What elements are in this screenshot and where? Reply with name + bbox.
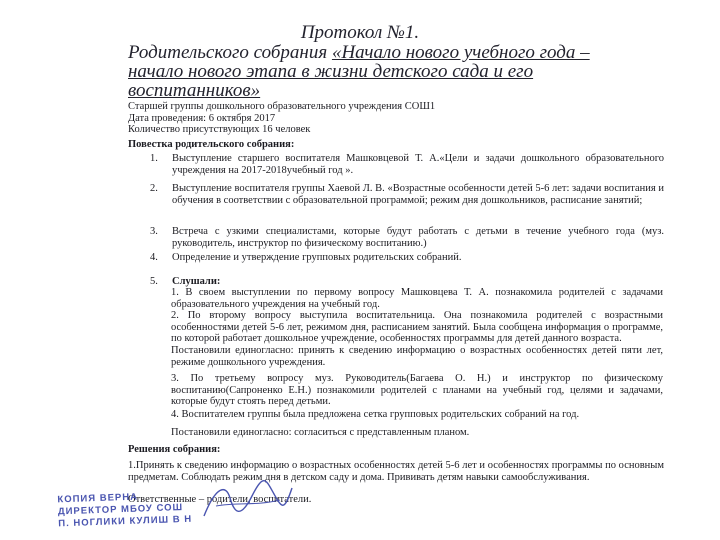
- meeting-title: [128, 43, 648, 100]
- heard-paragraph: Постановили единогласно: согласиться с представленным планом.: [171, 427, 470, 438]
- decision-item: 1.Принять к сведению информацию о возрастных особенностях детей 5-6 лет и особенностях программы по основным предметам. Соблюдать режим дня в детском саду и дома. Прививать детям навыки самообслуживания.: [128, 460, 664, 483]
- heard-paragraph: 3. По третьему вопросу муз. Руководитель(Багаева О. Н.) и инструктор по физическому воспитанию(Сапроненко Е.Н.) познакомили родителей с планами на учебный год, целями и задачами, которые будут стоять перед детьми.: [171, 373, 663, 407]
- decisions-heading: Решения собрания:: [128, 444, 221, 455]
- meeting-meta: [128, 101, 648, 136]
- meta-date: Дата проведения: 6 октября 2017: [128, 112, 276, 124]
- heard-section: [128, 276, 664, 288]
- meta-attendance: Количество присутствующих 16 человек: [128, 124, 311, 135]
- heard-number: 5.: [150, 276, 158, 287]
- protocol-title: Протокол №1.: [300, 22, 420, 43]
- decision-responsible: Ответственные – родители, воспитатели.: [128, 494, 312, 505]
- agenda-item-number: 2.: [150, 183, 158, 194]
- signature: [196, 476, 296, 526]
- heard-paragraph: 4. Воспитателем группы была предложена сетка групповых родительских собраний на год.: [171, 409, 580, 420]
- agenda-heading: Повестка родительского собрания:: [128, 139, 295, 150]
- heard-label: Слушали:: [172, 276, 221, 287]
- agenda-item: [128, 183, 664, 206]
- agenda-item: [128, 153, 664, 176]
- agenda-item: [128, 252, 664, 264]
- meeting-title-topic: «Начало нового учебного года – начало нового этапа в жизни детского сада и его воспитанников»: [128, 42, 590, 101]
- agenda-item-text: Выступление старшего воспитателя Машковцевой Т. А.«Цели и задачи дошкольного образовательного учреждения на 2017-2018учебный год ».: [172, 153, 664, 176]
- agenda-item-text: Встреча с узкими специалистами, которые будут работать с детьми в течение учебного года (муз. руководитель, инструктор по физическому воспитанию.): [172, 226, 664, 249]
- heard-paragraph: Постановили единогласно: принять к сведению информацию о возрастных особенностях детей пяти лет, режиме дошкольного учреждения.: [171, 345, 663, 368]
- meta-group: Старшей группы дошкольного образовательного учреждения СОШ1: [128, 101, 436, 112]
- agenda-item-number: 3.: [150, 226, 158, 237]
- copy-stamp: [57, 490, 194, 539]
- meeting-title-prefix: Родительского собрания: [128, 42, 332, 63]
- heard-paragraph: 2. По второму вопросу выступила воспитательница. Она познакомила родителей с возрастными особенностями детей 5-6 лет, режимом дня, расписанием занятий. Была сообщена информация о программе, по которой работает дошкольное учреждение, особенностях программы для детей данного возраста.: [171, 310, 663, 344]
- stamp-line: КОПИЯ ВЕРНА: [57, 491, 139, 506]
- agenda-item-text: Выступление воспитателя группы Хаевой Л. В. «Возрастные особенности детей 5-6 лет: задачи воспитания и обучения в соответствии с образовательной программой; режим дня дошкольников, расписание занятий;: [172, 183, 664, 206]
- stamp-line: П. НОГЛИКИ КУЛИШ В Н: [58, 513, 193, 530]
- agenda-item-number: 1.: [150, 153, 158, 164]
- agenda-item: [128, 226, 664, 249]
- agenda-item-text: Определение и утверждение групповых родительских собраний.: [172, 252, 462, 263]
- agenda-item-number: 4.: [150, 252, 158, 263]
- heard-paragraph: 1. В своем выступлении по первому вопросу Машковцева Т. А. познакомила родителей с задачами образовательного учреждения на учебный год.: [171, 287, 663, 310]
- stamp-line: ДИРЕКТОР МБОУ СОШ: [57, 502, 184, 518]
